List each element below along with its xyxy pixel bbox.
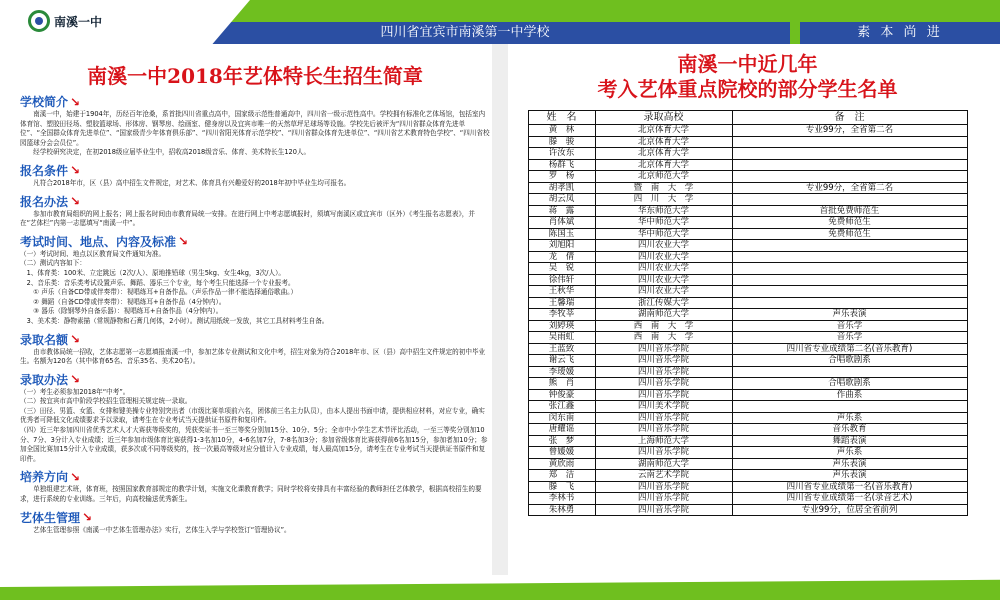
arrow-icon: ↘ — [82, 510, 93, 525]
center-divider — [492, 44, 508, 575]
table-row — [528, 401, 967, 413]
note: 首批免费师范生 — [732, 205, 967, 217]
section-text: 参加市教育局组织的网上报名；网上报名时间由市教育局统一安排。在进行网上中考志愿填报时，须填写南溪区或宜宾市（区外）《考生报名志愿表》，并在“艺体栏”内第一志愿填写“南溪一中”。 — [20, 209, 475, 228]
student-name: 王秋华 — [528, 286, 595, 298]
note: 音乐学 — [732, 320, 967, 332]
note — [732, 159, 967, 171]
section-text: 南溪一中，始建于1904年，历经百年沧桑，系首批四川省重点高中，国家级示范性普通高中，四川省一级示范性高中。学校拥有标准化艺体场馆，包括室内体育馆、塑胶田径场、塑胶篮球场、形体房、钢琴房、绘画室、健身房以及宜宾市唯一的天然草坪足球场等设施。学校先后被评为“四川省群众体育先进单位”、“全国群众体育先进单位”、“国家级青少年体育俱乐部”、“四川省阳光体育示范学校”、“四川省群众体育先进单位”、“四川省艺术教育特色学校”、“四川省校园篮球分会会员位”。 经学校研究决定，在初2018级应届毕业生中，招收高2018级音乐、体育、美术特长生120人。 — [20, 110, 490, 157]
note: 免费师范生 — [732, 217, 967, 229]
college-name: 四川音乐学院 — [595, 378, 732, 390]
student-name: 吴雨虹 — [528, 332, 595, 344]
student-name: 许汝东 — [528, 148, 595, 160]
college-name: 北京体育大学 — [595, 136, 732, 148]
note — [732, 251, 967, 263]
college-name: 上海师范大学 — [595, 435, 732, 447]
college-name: 四川音乐学院 — [595, 355, 732, 367]
section-title-text: 学校简介 — [20, 95, 69, 109]
table-row — [528, 343, 967, 355]
table-header-row — [528, 111, 967, 125]
college-name: 四川农业大学 — [595, 263, 732, 275]
table-row — [528, 240, 967, 252]
note: 四川省专业成绩第二名(音乐教育) — [732, 343, 967, 355]
note: 声乐表演 — [732, 470, 967, 482]
table-row — [528, 194, 967, 206]
student-name: 张 梦 — [528, 435, 595, 447]
student-name: 李瑷媛 — [528, 366, 595, 378]
bottom-band — [0, 575, 1000, 600]
table-row — [528, 125, 967, 137]
list-title-line2: 考入艺体重点院校的部分学生名单 — [597, 77, 898, 101]
college-name: 四川音乐学院 — [595, 366, 732, 378]
note — [732, 194, 967, 206]
table-row — [528, 148, 967, 160]
section-title — [20, 162, 490, 179]
table-row — [528, 182, 967, 194]
school-motto: 素 本 尚 进 — [857, 25, 943, 40]
header-college: 录取高校 — [595, 111, 732, 125]
section-title-text: 考试时间、地点、内容及标准 — [20, 234, 177, 249]
student-name: 王馨瑞 — [528, 297, 595, 309]
section-text: 凡符合2018年市，区（县）高中招生文件规定，对艺术、体育具有兴趣爱好的2018年初中毕业生均可报名。 — [20, 178, 351, 187]
table-row — [528, 274, 967, 286]
college-name: 湖南师范大学 — [595, 309, 732, 321]
note — [732, 171, 967, 183]
note: 音乐学 — [732, 332, 967, 344]
section-title-text: 培养方向 — [20, 470, 69, 485]
table-row — [528, 493, 967, 505]
student-name: 李林书 — [528, 493, 595, 505]
table-row — [528, 355, 967, 367]
arrow-icon: ↘ — [70, 469, 81, 484]
header-name: 姓 名 — [528, 111, 595, 125]
college-name: 四川音乐学院 — [595, 447, 732, 459]
college-name: 湖南师范大学 — [595, 458, 732, 470]
section-text: （一）考试时间、地点以区教育局文件通知为准。 （二）测试内容如下： 1、体育类：100米、立定跳远（2次/人）、原地推铅球（男生5kg、女生4kg，3次/人）。 2、音乐类：音乐类考试设置声乐、舞蹈、器乐三个专业，每个考生只能选择一个专业报考。 ① 声乐（自备CD带或伴奏带）：视唱练耳+自备作品。（声乐作品一律不能选择通俗歌曲。） ② 舞蹈（自备CD带或伴奏带）：视唱练耳+自备作品（4分钟内）。 ③ 器乐（除钢琴外自备乐器）：视唱练耳+自备作品（4分钟内）。 3、美术类：静物素描（常规静物和石膏几何体，2小时）。测试用纸统一发放，其它工具材料考生自备。 — [20, 249, 329, 325]
table-row — [528, 458, 967, 470]
table-row — [528, 389, 967, 401]
college-name: 四 川 大 学 — [595, 194, 732, 206]
college-name: 华东师范大学 — [595, 205, 732, 217]
note — [732, 286, 967, 298]
student-name: 熊 肖 — [528, 378, 595, 390]
section-title — [20, 233, 490, 250]
section-text: 单独组建艺术班，体育班，按照国家教育部规定的教学计划，实施文化课教育教学；同时学校将安排具有丰富经验的教师担任艺体教学，根据高校招生的要求，进行系统的专业训练。三年后，向高校输送优秀新生。 — [20, 485, 482, 504]
college-name: 四川音乐学院 — [595, 412, 732, 424]
table-row — [528, 171, 967, 183]
table-row — [528, 470, 967, 482]
table-row — [528, 136, 967, 148]
header-note: 备 注 — [732, 111, 967, 125]
table-row — [528, 424, 967, 436]
section-title — [20, 509, 490, 526]
table-row — [528, 205, 967, 217]
section-text: （一）考生必须参加2018年“中考”。 （二）按宜宾市高中阶段学校招生管理相关规定统一录取。 （三）田径、男篮、女篮、女排和键美操专业特别突出者（市级比赛单项前六名，团体前三名主力队员），由本人提出书面申请，提供相应材料，对应专业，确实优秀者可降低文化成绩要求予以录取，请考生在专业考试当天提供证书原件和复印件。 （四）近三年参加四川省优秀艺术人才大赛获等级奖的，凭获奖证书一至三等奖分别加15分、10分、5分；全市中小学生艺术节评比活动，一至三等奖分别加10分、7分、3分计入专业成绩；近三年参加市级体育比赛获得1-3名加10分，4-6名加7分，7-8名加3分；参加省级体育比赛获得前6名加15分，参加者加10分；参加全国比赛加15分计入专业成绩，获多次或不同等级奖的，按一次最高等级对应分值计入专业成绩，每人最高加15分，请考生在专业考试当天提供证书原件和复印件。 — [20, 387, 488, 463]
college-name: 四川音乐学院 — [595, 343, 732, 355]
arrow-icon: ↘ — [70, 94, 81, 109]
note: 声乐表演 — [732, 309, 967, 321]
section-title-text: 艺体生管理 — [20, 510, 81, 525]
student-name: 胡云凤 — [528, 194, 595, 206]
student-name: 朱林勇 — [528, 504, 595, 516]
note: 四川省专业成绩第一名(音乐教育) — [732, 481, 967, 493]
college-name: 四川音乐学院 — [595, 389, 732, 401]
table-row — [528, 447, 967, 459]
table-row — [528, 320, 967, 332]
section-title-text: 报名办法 — [20, 194, 69, 209]
student-name: 胡孝凯 — [528, 182, 595, 194]
student-name: 龙 倩 — [528, 251, 595, 263]
school-title: 四川省宜宾市南溪第一中学校 — [380, 25, 550, 40]
table-row — [528, 217, 967, 229]
note: 合唱歌剧系 — [732, 378, 967, 390]
brochure-title: 南溪一中2018年艺体特长生招生简章 — [87, 64, 423, 88]
school-logo — [28, 10, 102, 32]
note — [732, 136, 967, 148]
student-name: 蒋 露 — [528, 205, 595, 217]
student-name: 滕 骏 — [528, 136, 595, 148]
table-row — [528, 159, 967, 171]
student-name: 刘婷瑛 — [528, 320, 595, 332]
note: 专业99分，全省第二名 — [732, 182, 967, 194]
table-row — [528, 412, 967, 424]
student-name: 黄欣雨 — [528, 458, 595, 470]
section-title — [20, 193, 490, 210]
note: 专业99分，位居全省前列 — [732, 504, 967, 516]
college-name: 华中师范大学 — [595, 228, 732, 240]
note: 作曲系 — [732, 389, 967, 401]
table-row — [528, 378, 967, 390]
note: 声乐表演 — [732, 458, 967, 470]
table-body — [528, 125, 967, 516]
table-row — [528, 435, 967, 447]
student-name: 钟俊豪 — [528, 389, 595, 401]
student-name: 唐耀谣 — [528, 424, 595, 436]
note: 音乐教育 — [732, 424, 967, 436]
section-title-text: 录取办法 — [20, 372, 69, 387]
student-list-panel — [515, 52, 980, 516]
note: 四川省专业成绩第一名(录音艺术) — [732, 493, 967, 505]
student-name: 黄 林 — [528, 125, 595, 137]
section-title — [20, 371, 490, 388]
college-name: 四川音乐学院 — [595, 424, 732, 436]
student-name: 谢云飞 — [528, 355, 595, 367]
note — [732, 297, 967, 309]
college-name: 北京师范大学 — [595, 171, 732, 183]
note: 舞蹈表演 — [732, 435, 967, 447]
note — [732, 366, 967, 378]
student-table — [528, 110, 968, 516]
college-name: 四川美术学院 — [595, 401, 732, 413]
arrow-icon: ↘ — [70, 372, 81, 387]
college-name: 四川农业大学 — [595, 286, 732, 298]
section-title-text: 报名条件 — [20, 163, 69, 178]
college-name: 北京体育大学 — [595, 159, 732, 171]
section-title — [20, 468, 490, 485]
college-name: 北京体育大学 — [595, 148, 732, 160]
college-name: 四川农业大学 — [595, 274, 732, 286]
logo-icon — [28, 10, 50, 32]
college-name: 西 南 大 学 — [595, 332, 732, 344]
table-row — [528, 481, 967, 493]
logo-text: 南溪一中 — [54, 14, 103, 29]
admission-brochure — [20, 60, 490, 535]
student-name: 王蓝致 — [528, 343, 595, 355]
list-title-line1: 南溪一中近几年 — [677, 52, 818, 76]
table-row — [528, 297, 967, 309]
college-name: 北京体育大学 — [595, 125, 732, 137]
note — [732, 274, 967, 286]
section-text: 艺体生管理参照《南溪一中艺体生管理办法》实行，艺体生入学与学校签订“管理协议”。 — [20, 525, 291, 534]
arrow-icon: ↘ — [70, 194, 81, 209]
college-name: 暨 南 大 学 — [595, 182, 732, 194]
student-name: 罗 杨 — [528, 171, 595, 183]
student-name: 徐伟轩 — [528, 274, 595, 286]
top-banner — [0, 0, 1000, 44]
note: 专业99分，全省第二名 — [732, 125, 967, 137]
arrow-icon: ↘ — [70, 332, 81, 346]
college-name: 华中师范大学 — [595, 217, 732, 229]
table-row — [528, 286, 967, 298]
college-name: 四川农业大学 — [595, 251, 732, 263]
table-row — [528, 366, 967, 378]
student-name: 吴 锐 — [528, 263, 595, 275]
note — [732, 148, 967, 160]
college-name: 四川音乐学院 — [595, 481, 732, 493]
note — [732, 401, 967, 413]
student-name: 曾媛媛 — [528, 447, 595, 459]
section-title-text: 录取名额 — [20, 332, 69, 347]
student-name: 郑 洁 — [528, 470, 595, 482]
college-name: 四川音乐学院 — [595, 504, 732, 516]
note: 免费师范生 — [732, 228, 967, 240]
note: 声乐系 — [732, 412, 967, 424]
college-name: 云南艺术学院 — [595, 470, 732, 482]
note: 合唱歌剧系 — [732, 355, 967, 367]
table-row — [528, 504, 967, 516]
student-name: 杨群飞 — [528, 159, 595, 171]
table-row — [528, 263, 967, 275]
section-text: 由市教体局统一招收，艺体志愿第一志愿填报南溪一中，参加艺体专业测试和文化中考，招生对象为符合2018年市、区（县）高中招生文件规定的初中毕业生。名额为120名（其中体育65名、音乐35名、美术20名）。 — [20, 347, 486, 366]
section-title — [20, 331, 490, 348]
arrow-icon: ↘ — [178, 234, 189, 249]
college-name: 四川农业大学 — [595, 240, 732, 252]
student-name: 刘旭阳 — [528, 240, 595, 252]
note — [732, 263, 967, 275]
college-name: 浙江传媒大学 — [595, 297, 732, 309]
student-name: 张江鑫 — [528, 401, 595, 413]
student-name: 滕 飞 — [528, 481, 595, 493]
note: 声乐系 — [732, 447, 967, 459]
student-name: 陈国玉 — [528, 228, 595, 240]
student-name: 肖体斌 — [528, 217, 595, 229]
student-name: 李牧莘 — [528, 309, 595, 321]
student-name: 闵东南 — [528, 412, 595, 424]
college-name: 四川音乐学院 — [595, 493, 732, 505]
note — [732, 240, 967, 252]
arrow-icon: ↘ — [70, 163, 81, 178]
table-row — [528, 309, 967, 321]
brochure-sections — [20, 93, 490, 535]
table-row — [528, 332, 967, 344]
section-title — [20, 93, 490, 110]
college-name: 西 南 大 学 — [595, 320, 732, 332]
table-row — [528, 228, 967, 240]
table-row — [528, 251, 967, 263]
